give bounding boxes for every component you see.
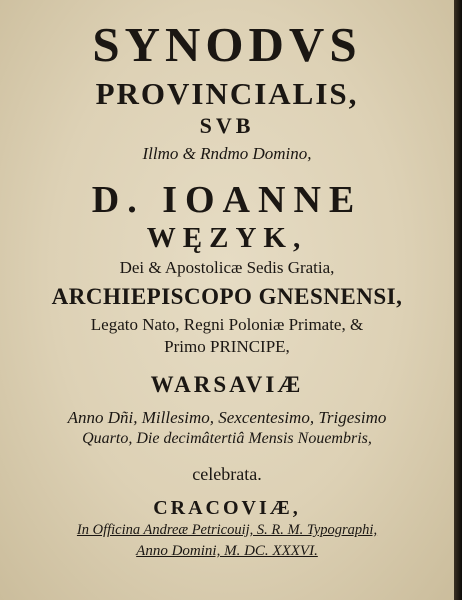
text-archiepiscopo: ARCHIEPISCOPO GNESNENSI, — [51, 284, 403, 309]
date-line-1: Anno Dñi, Millesimo, Sexcentesimo, Trigesimo — [67, 408, 387, 427]
text-legato-nato: Legato Nato, Regni Poloniæ Primate, & — [90, 315, 364, 334]
imprint-year: Anno Domini, M. DC. XXXVI. — [136, 543, 318, 559]
book-gutter-shadow — [454, 0, 462, 600]
imprint-printer: In Officina Andreæ Petricouij, S. R. M. Typographi, — [76, 522, 378, 538]
date-line-2: Quarto, Die decimâtertiâ Mensis Nouembris, — [82, 430, 372, 447]
text-honorific: Illmo & Rndmo Domino, — [142, 144, 312, 163]
text-primo-principe: Primo PRINCIPE, — [164, 337, 290, 356]
place-warsaviae: WARSAVIÆ — [150, 372, 304, 397]
text-sub: SVB — [199, 113, 255, 138]
text-celebrata: celebrata. — [192, 464, 262, 484]
text-dei-gratia: Dei & Apostolicæ Sedis Gratia, — [119, 258, 335, 277]
title-synodus: SYNODVS — [92, 17, 362, 72]
title-provincialis: PROVINCIALIS, — [95, 76, 359, 111]
name-wezyk: WĘZYK, — [146, 222, 308, 254]
name-ioanne: D. IOANNE — [91, 179, 363, 221]
place-cracoviae: CRACOVIÆ, — [153, 497, 301, 519]
